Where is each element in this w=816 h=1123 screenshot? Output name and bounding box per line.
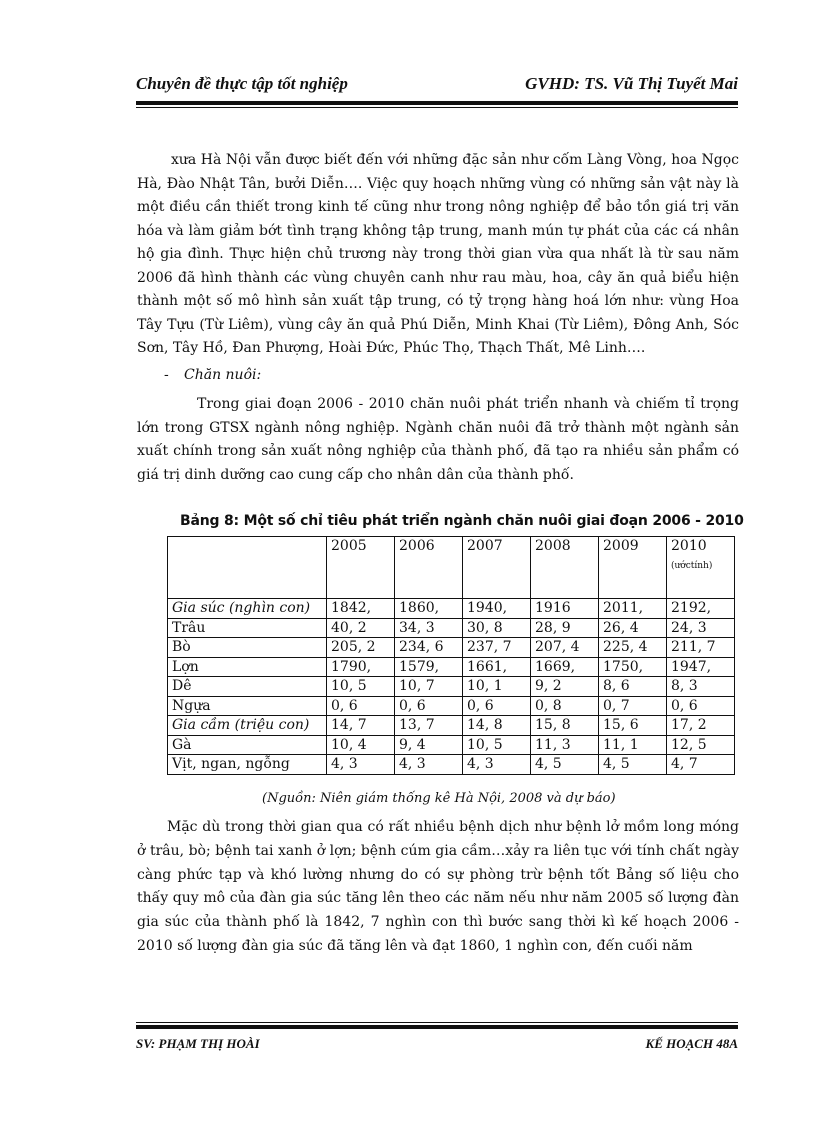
table-row bbox=[168, 735, 735, 755]
year-header: 2009 bbox=[599, 537, 667, 599]
table-cell: 1661, bbox=[463, 657, 531, 677]
table-cell: 13, 7 bbox=[395, 716, 463, 736]
table-cell: 4, 3 bbox=[395, 755, 463, 775]
table-cell: 26, 4 bbox=[599, 618, 667, 638]
table-corner-cell bbox=[168, 537, 327, 599]
page-footer bbox=[136, 1036, 738, 1058]
row-label: Ngựa bbox=[168, 696, 327, 716]
row-label: Gà bbox=[168, 735, 327, 755]
year-header: 2008 bbox=[531, 537, 599, 599]
table-cell: 211, 7 bbox=[667, 638, 735, 658]
table-row bbox=[168, 696, 735, 716]
table-cell: 0, 6 bbox=[327, 696, 395, 716]
table-cell: 0, 8 bbox=[531, 696, 599, 716]
row-label: Gia súc (nghìn con) bbox=[168, 599, 327, 619]
table-cell: 9, 4 bbox=[395, 735, 463, 755]
row-label: Trâu bbox=[168, 618, 327, 638]
table-row bbox=[168, 716, 735, 736]
table-cell: 12, 5 bbox=[667, 735, 735, 755]
table-header-row bbox=[168, 537, 735, 599]
table-cell: 9, 2 bbox=[531, 677, 599, 697]
page-header bbox=[136, 74, 738, 102]
table-cell: 0, 6 bbox=[667, 696, 735, 716]
table-cell: 4, 7 bbox=[667, 755, 735, 775]
table-cell: 4, 3 bbox=[463, 755, 531, 775]
table-cell: 1842, bbox=[327, 599, 395, 619]
table-cell: 2192, bbox=[667, 599, 735, 619]
footer-student-name: SV: PHẠM THỊ HOÀI bbox=[136, 1036, 260, 1051]
table-cell: 11, 1 bbox=[599, 735, 667, 755]
row-label: Dê bbox=[168, 677, 327, 697]
table-cell: 207, 4 bbox=[531, 638, 599, 658]
table-cell: 34, 3 bbox=[395, 618, 463, 638]
row-label: Gia cầm (triệu con) bbox=[168, 716, 327, 736]
table-cell: 225, 4 bbox=[599, 638, 667, 658]
table-cell: 15, 6 bbox=[599, 716, 667, 736]
row-label: Lợn bbox=[168, 657, 327, 677]
table-cell: 4, 5 bbox=[599, 755, 667, 775]
year-header: 2005 bbox=[327, 537, 395, 599]
table-cell: 1669, bbox=[531, 657, 599, 677]
table-cell: 1860, bbox=[395, 599, 463, 619]
header-rule-thick bbox=[136, 101, 738, 105]
year-header-estimate bbox=[667, 537, 735, 599]
bullet-label: Chăn nuôi: bbox=[184, 367, 262, 383]
table-cell: 11, 3 bbox=[531, 735, 599, 755]
row-label: Bò bbox=[168, 638, 327, 658]
table-cell: 1947, bbox=[667, 657, 735, 677]
table-cell: 1750, bbox=[599, 657, 667, 677]
table-cell: 40, 2 bbox=[327, 618, 395, 638]
table-cell: 28, 9 bbox=[531, 618, 599, 638]
paragraph-disease-analysis: Mặc dù trong thời gian qua có rất nhiều bệnh dịch như bệnh lở mồm long móng ở trâu, bò; bệnh tai xanh ở lợn; bệnh cúm gia cầm…xảy ra liên tục với tính chất ngày càng phức tạp và khó lường nhưng do có sự phòng trừ bệnh tốt Bảng số liệu cho thấy quy mô của đàn gia súc tăng lên theo các năm nếu như năm 2005 số lượng đàn gia súc của thành phố là 1842, 7 nghìn con thì bước sang thời kì kế hoạch 2006 - 2010 số lượng đàn gia súc đã tăng lên và đạt 1860, 1 nghìn con, đến cuối năm bbox=[137, 819, 739, 954]
header-course-title: Chuyên đề thực tập tốt nghiệp bbox=[136, 74, 348, 93]
year-header: 2006 bbox=[395, 537, 463, 599]
table-cell: 14, 8 bbox=[463, 716, 531, 736]
table-cell: 14, 7 bbox=[327, 716, 395, 736]
table-cell: 0, 6 bbox=[395, 696, 463, 716]
table-cell: 237, 7 bbox=[463, 638, 531, 658]
footer-class-name: KẾ HOẠCH 48A bbox=[645, 1036, 738, 1051]
footer-rule-thick bbox=[136, 1025, 738, 1029]
table-cell: 10, 5 bbox=[327, 677, 395, 697]
table-cell: 1916 bbox=[531, 599, 599, 619]
year-header-label: 2010 bbox=[671, 538, 707, 554]
row-label: Vịt, ngan, ngỗng bbox=[168, 755, 327, 775]
table-cell: 10, 7 bbox=[395, 677, 463, 697]
table-cell: 10, 5 bbox=[463, 735, 531, 755]
table-cell: 205, 2 bbox=[327, 638, 395, 658]
table-cell: 30, 8 bbox=[463, 618, 531, 638]
year-header: 2007 bbox=[463, 537, 531, 599]
footer-rule-thin bbox=[136, 1022, 738, 1023]
table-source-note: (Nguồn: Niên giám thống kê Hà Nội, 2008 và dự báo) bbox=[262, 791, 616, 806]
table-cell: 17, 2 bbox=[667, 716, 735, 736]
estimate-note: (ướctính) bbox=[671, 561, 713, 571]
header-rule-thin bbox=[136, 107, 738, 108]
table-cell: 1940, bbox=[463, 599, 531, 619]
table-title: Bảng 8: Một số chỉ tiêu phát triển ngành chăn nuôi giai đoạn 2006 - 2010 bbox=[180, 513, 744, 529]
table-cell: 234, 6 bbox=[395, 638, 463, 658]
header-supervisor: GVHD: TS. Vũ Thị Tuyết Mai bbox=[525, 74, 738, 93]
table-cell: 0, 6 bbox=[463, 696, 531, 716]
table-cell: 2011, bbox=[599, 599, 667, 619]
table-cell: 10, 1 bbox=[463, 677, 531, 697]
table-row bbox=[168, 618, 735, 638]
table-row bbox=[168, 755, 735, 775]
table-row bbox=[168, 599, 735, 619]
table-cell: 4, 3 bbox=[327, 755, 395, 775]
bullet-dash: - bbox=[164, 367, 169, 383]
table-cell: 4, 5 bbox=[531, 755, 599, 775]
table-cell: 1790, bbox=[327, 657, 395, 677]
section-bullet-livestock bbox=[164, 367, 261, 383]
livestock-table bbox=[167, 536, 735, 775]
table-cell: 0, 7 bbox=[599, 696, 667, 716]
table-row bbox=[168, 638, 735, 658]
paragraph-livestock-growth: Trong giai đoạn 2006 - 2010 chăn nuôi phát triển nhanh và chiếm tỉ trọng lớn trong GTSX ngành nông nghiệp. Ngành chăn nuôi đã trở thành một ngành sản xuất chính trong sản xuất nông nghiệp của thành phố, đã tạo ra nhiều sản phẩm có giá trị dinh dưỡng cao cung cấp cho nhân dân của thành phố. bbox=[137, 396, 739, 483]
table-row bbox=[168, 677, 735, 697]
table-cell: 8, 6 bbox=[599, 677, 667, 697]
table-row bbox=[168, 657, 735, 677]
table-cell: 10, 4 bbox=[327, 735, 395, 755]
table-cell: 8, 3 bbox=[667, 677, 735, 697]
table-cell: 1579, bbox=[395, 657, 463, 677]
table-cell: 24, 3 bbox=[667, 618, 735, 638]
paragraph-specialty-regions: xưa Hà Nội vẫn được biết đến với những đặc sản như cốm Làng Vòng, hoa Ngọc Hà, Đào Nhật Tân, bưởi Diễn…. Việc quy hoạch những vùng có những sản vật này là một điều cần thiết trong kinh tế cũng như trong nông nghiệp để bảo tồn giá trị văn hóa và làm giảm bớt tình trạng không tập trung, manh mún tự phát của các cá nhân hộ gia đình. Thực hiện chủ trương này trong thời gian vừa qua nhất là từ sau năm 2006 đã hình thành các vùng chuyên canh như rau màu, hoa, cây ăn quả biểu hiện thành một số mô hình sản xuất tập trung, có tỷ trọng hàng hoá lớn như: vùng Hoa Tây Tựu (Từ Liêm), vùng cây ăn quả Phú Diễn, Minh Khai (Từ Liêm), Đông Anh, Sóc Sơn, Tây Hồ, Đan Phượng, Hoài Đức, Phúc Thọ, Thạch Thất, Mê Linh…. bbox=[137, 152, 739, 356]
table-cell: 15, 8 bbox=[531, 716, 599, 736]
